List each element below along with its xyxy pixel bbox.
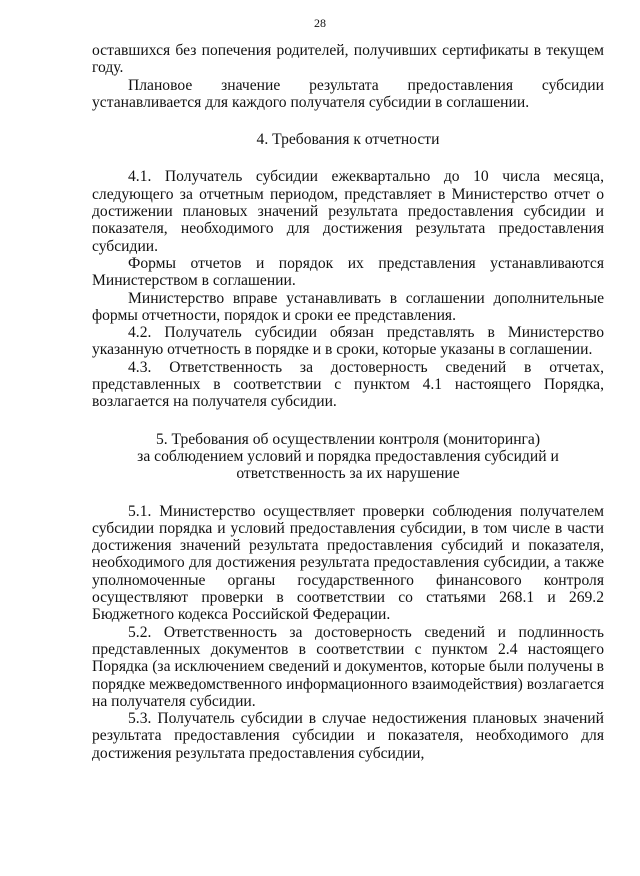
paragraph-forms: Формы отчетов и порядок их представления устанавливаются Министерством в соглашении. [92,254,604,290]
document-body [92,42,604,762]
section-5-heading-line-1: 5. Требования об осуществлении контроля (мониторинга) [155,430,541,448]
paragraph-4-3: 4.3. Ответственность за достоверность сведений в отчетах, представленных в соответствии с пунктом 4.1 настоящего Порядка, возлагается на получателя субсидии. [92,358,604,411]
paragraph-5-1: 5.1. Министерство осуществляет проверки соблюдения получателем субсидии порядка и условий предоставления субсидии, в том числе в части достижения значений результата предоставления субсидий и показателя, необходимого для достижения результата предоставления субсидии, а также уполномоченные органы государственного финансового контроля осуществляют проверки в соответствии со статьями 268.1 и 269.2 Бюджетного кодекса Российской Федерации. [92,502,604,624]
page-number: 28 [314,16,326,30]
paragraph-plan-value: Плановое значение результата предоставления субсидии устанавливается для каждого получателя субсидии в соглашении. [92,76,604,111]
paragraph-additional-forms: Министерство вправе устанавливать в соглашении дополнительные формы отчетности, порядок и сроки ее представления. [92,289,604,324]
paragraph-4-2: 4.2. Получатель субсидии обязан представлять в Министерство указанную отчетность в порядке и в сроки, которые указаны в соглашении. [92,324,604,359]
section-4-heading: 4. Требования к отчетности [256,131,440,149]
paragraph-5-2: 5.2. Ответственность за достоверность сведений и подлинность представленных документов в соответствии с пунктом 2.4 настоящего Порядка (за исключением сведений и документов, которые были получены в порядке межведомственного информационного взаимодействия) возлагается на получателя субсидии. [92,623,604,710]
paragraph-5-3: 5.3. Получатель субсидии в случае недостижения плановых значений результата предоставления субсидии и показателя, необходимого для достижения результата предоставления субсидии, [92,710,604,762]
section-5-heading [92,431,604,483]
section-5-heading-line-2: за соблюдением условий и порядка предоставления субсидий и [137,447,559,465]
paragraph-continued: оставшихся без попечения родителей, получивших сертификаты в текущем году. [92,42,604,77]
section-5-heading-line-3: ответственность за их нарушение [236,465,460,483]
paragraph-4-1: 4.1. Получатель субсидии ежеквартально до 10 числа месяца, следующего за отчетным периодом, представляет в Министерство отчет о достижении плановых значений результата предоставления субсидии и показателя, необходимого для достижения результата предоставления субсидии. [92,168,604,255]
